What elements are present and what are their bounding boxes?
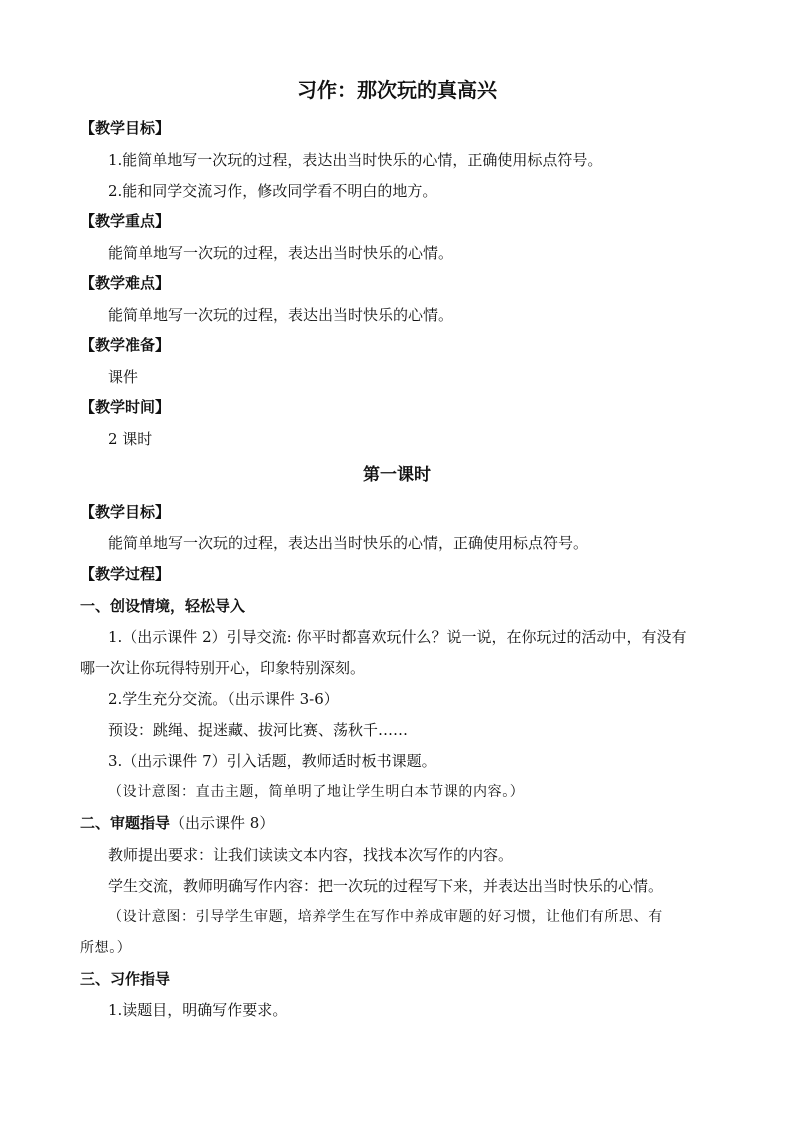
section-1-heading: 一、创设情境，轻松导入 <box>80 597 246 615</box>
section-2-heading: 二、审题指导 <box>80 814 171 832</box>
key-heading: 【教学重点】 <box>80 212 171 230</box>
document-title: 习作：那次玩的真高兴 <box>297 78 497 102</box>
goal-2: 2.能和同学交流习作，修改同学看不明白的地方。 <box>108 182 438 200</box>
time-heading: 【教学时间】 <box>80 398 171 416</box>
section-2-paragraph-1: 教师提出要求：让我们读读文本内容，找找本次写作的内容。 <box>108 846 514 864</box>
lesson-1-title: 第一课时 <box>363 465 431 485</box>
section-2-heading-line <box>80 813 274 833</box>
difficulty-heading: 【教学难点】 <box>80 274 171 292</box>
prep-text: 课件 <box>108 368 139 386</box>
section-1-design-note: （设计意图：直击主题，简单明了地让学生明白本节课的内容。） <box>108 784 525 800</box>
section-1-paragraph-1b: 哪一次让你玩得特别开心，印象特别深刻。 <box>80 659 366 677</box>
lesson-1-goal: 能简单地写一次玩的过程，表达出当时快乐的心情，正确使用标点符号。 <box>108 534 589 552</box>
section-1-paragraph-3: 预设：跳绳、捉迷藏、拔河比赛、荡秋千…… <box>108 721 409 739</box>
section-1-paragraph-1a: 1.（出示课件 2）引导交流: 你平时都喜欢玩什么？说一说，在你玩过的活动中，有没有 <box>108 628 687 646</box>
section-1-paragraph-2: 2.学生充分交流。（出示课件 3-6） <box>108 690 339 708</box>
section-3-heading: 三、习作指导 <box>80 970 171 988</box>
goal-1: 1.能简单地写一次玩的过程，表达出当时快乐的心情，正确使用标点符号。 <box>108 151 603 169</box>
difficulty-text: 能简单地写一次玩的过程，表达出当时快乐的心情。 <box>108 306 454 324</box>
section-2-design-note-b: 所想。） <box>80 940 132 956</box>
section-2-design-note-a: （设计意图：引导学生审题，培养学生在写作中养成审题的好习惯，让他们有所思、有 <box>108 909 663 925</box>
section-2-heading-suffix: （出示课件 8） <box>170 814 275 832</box>
section-3-paragraph-1: 1.读题目，明确写作要求。 <box>108 1001 288 1019</box>
prep-heading: 【教学准备】 <box>80 336 171 354</box>
time-text: 2 课时 <box>108 430 153 448</box>
section-2-paragraph-2: 学生交流，教师明确写作内容：把一次玩的过程写下来，并表达出当时快乐的心情。 <box>108 877 664 895</box>
goals-heading: 【教学目标】 <box>80 119 171 137</box>
key-text: 能简单地写一次玩的过程，表达出当时快乐的心情。 <box>108 244 454 262</box>
section-1-paragraph-4: 3.（出示课件 7）引入话题，教师适时板书课题。 <box>108 752 437 770</box>
process-heading: 【教学过程】 <box>80 565 171 583</box>
lesson-1-goals-heading: 【教学目标】 <box>80 503 171 521</box>
